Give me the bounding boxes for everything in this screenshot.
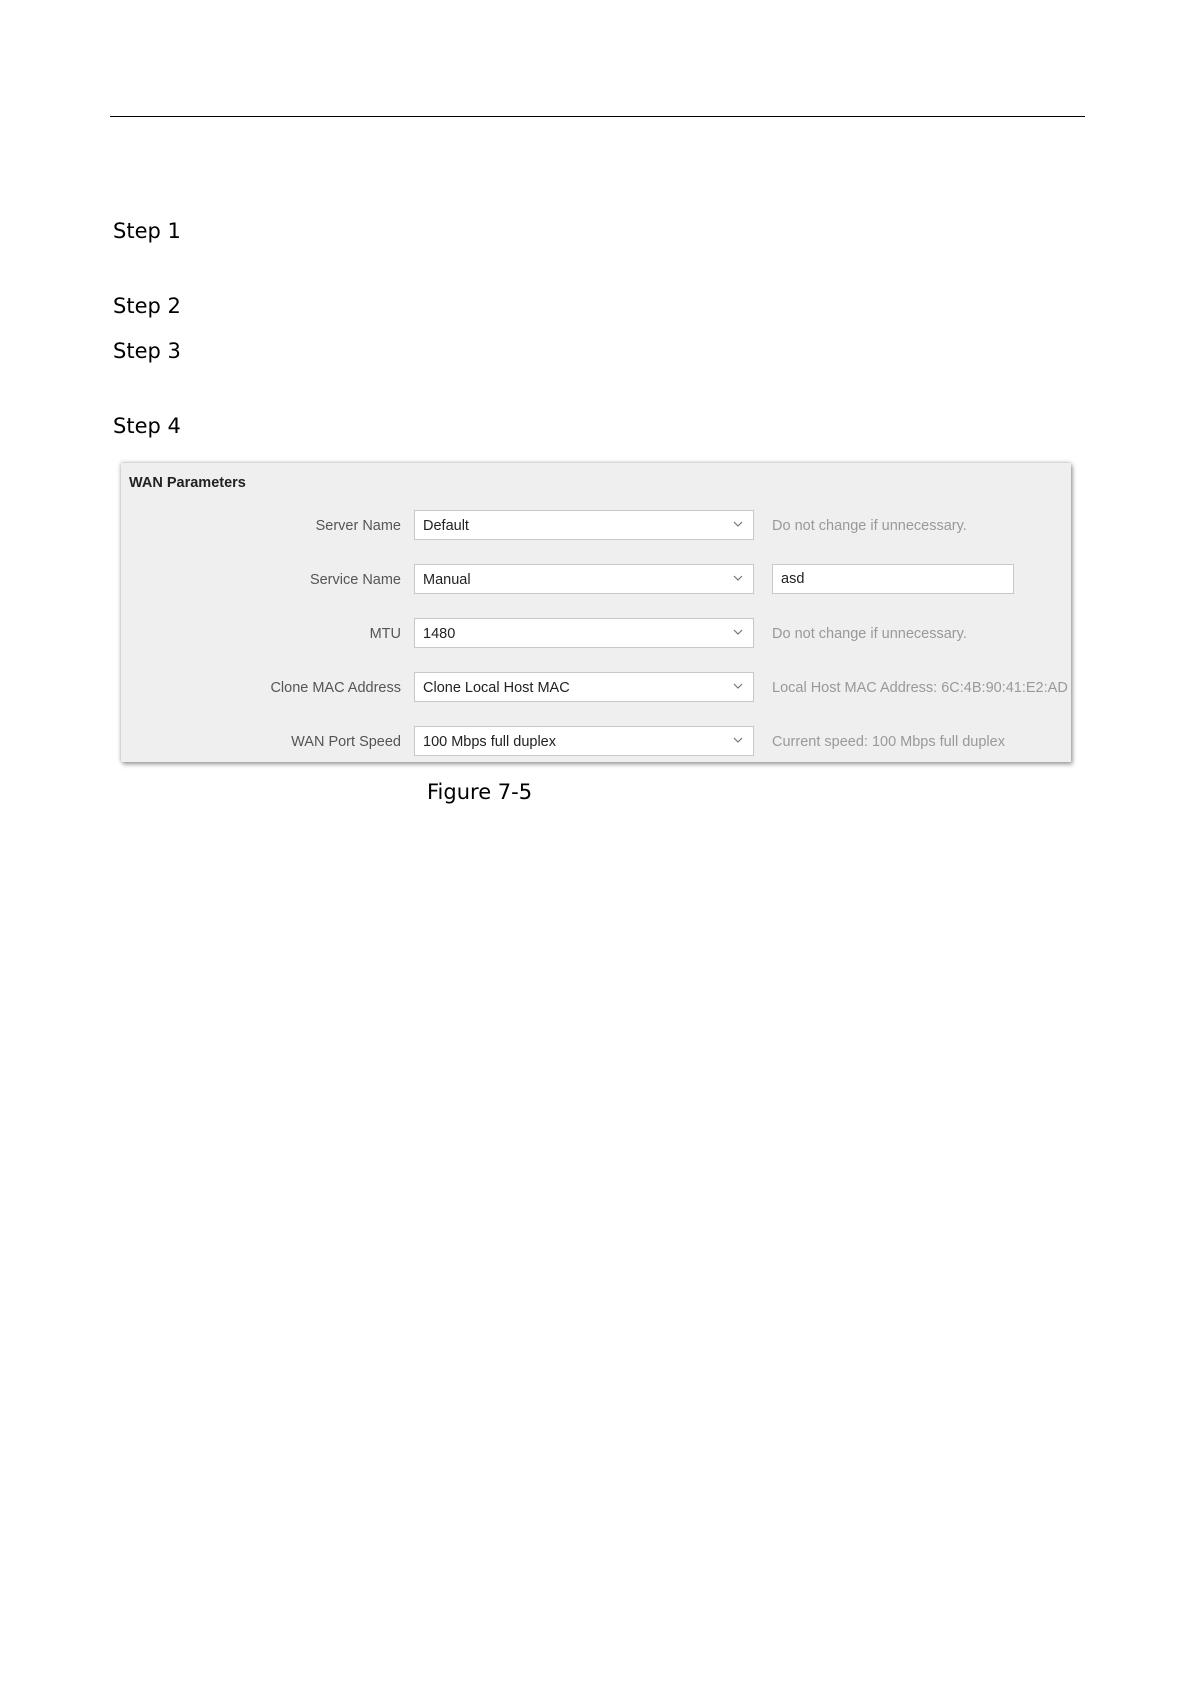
step-3-label: Step 3 bbox=[113, 339, 181, 363]
header-rule bbox=[110, 116, 1085, 117]
mtu-select[interactable] bbox=[414, 618, 754, 648]
server-name-hint: Do not change if unnecessary. bbox=[772, 518, 967, 534]
step-4-label: Step 4 bbox=[113, 414, 181, 438]
server-name-value: Default bbox=[423, 518, 469, 534]
server-name-row bbox=[121, 510, 1071, 542]
panel-title: WAN Parameters bbox=[129, 475, 246, 491]
service-name-value: Manual bbox=[423, 572, 471, 588]
wan-port-speed-value: 100 Mbps full duplex bbox=[423, 734, 556, 750]
service-name-input[interactable] bbox=[772, 564, 1014, 594]
mtu-hint: Do not change if unnecessary. bbox=[772, 626, 967, 642]
step-1-label: Step 1 bbox=[113, 219, 181, 243]
wan-port-speed-hint: Current speed: 100 Mbps full duplex bbox=[772, 734, 1005, 750]
chevron-down-icon bbox=[733, 519, 743, 529]
chevron-down-icon bbox=[733, 681, 743, 691]
service-name-label: Service Name bbox=[309, 572, 401, 588]
mtu-value: 1480 bbox=[423, 626, 456, 642]
clone-mac-row bbox=[121, 672, 1071, 704]
service-name-row bbox=[121, 564, 1071, 596]
step-2-label: Step 2 bbox=[113, 294, 181, 318]
server-name-select[interactable] bbox=[414, 510, 754, 540]
mtu-label: MTU bbox=[369, 626, 401, 642]
clone-mac-select[interactable] bbox=[414, 672, 754, 702]
wan-parameters-panel bbox=[121, 463, 1071, 762]
clone-mac-value: Clone Local Host MAC bbox=[423, 680, 570, 696]
wan-port-speed-label: WAN Port Speed bbox=[291, 734, 401, 750]
clone-mac-hint: Local Host MAC Address: 6C:4B:90:41:E2:AD bbox=[772, 680, 1068, 696]
chevron-down-icon bbox=[733, 627, 743, 637]
server-name-label: Server Name bbox=[315, 518, 401, 534]
clone-mac-label: Clone MAC Address bbox=[270, 680, 401, 696]
wan-port-speed-select[interactable] bbox=[414, 726, 754, 756]
chevron-down-icon bbox=[733, 573, 743, 583]
chevron-down-icon bbox=[733, 735, 743, 745]
figure-caption: Figure 7-5 bbox=[427, 780, 533, 804]
mtu-row bbox=[121, 618, 1071, 650]
wan-port-speed-row bbox=[121, 726, 1071, 758]
service-name-select[interactable] bbox=[414, 564, 754, 594]
